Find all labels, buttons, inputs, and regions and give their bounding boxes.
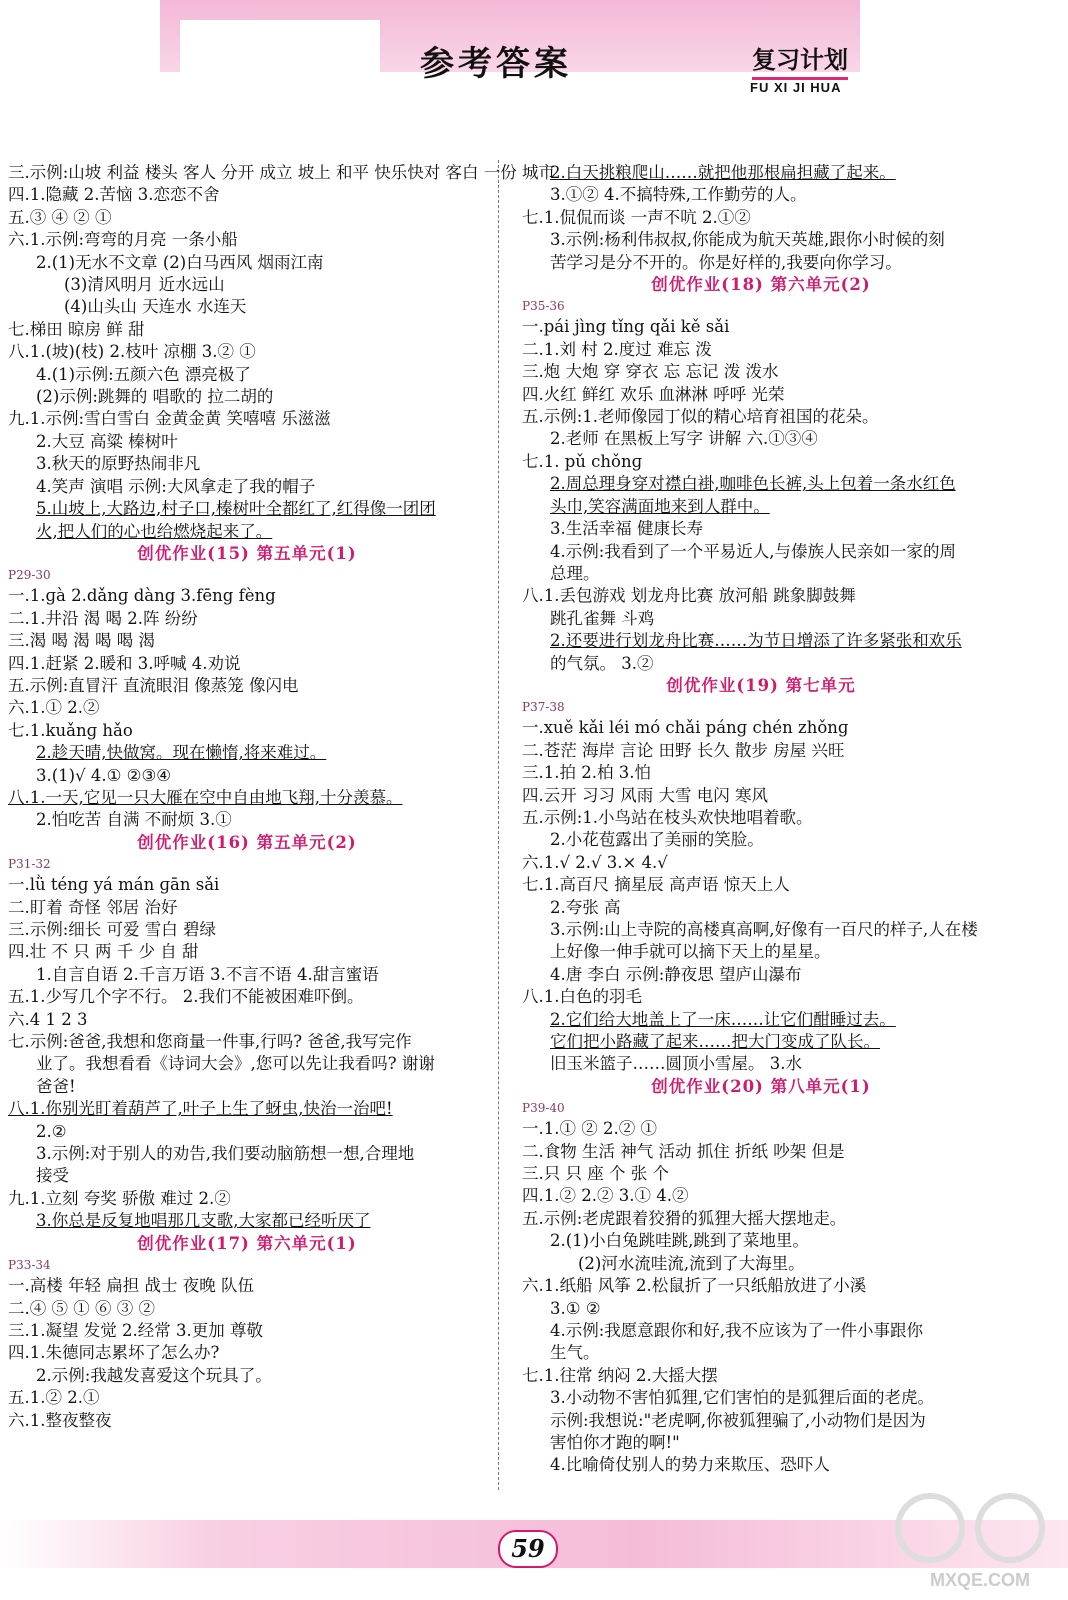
answer-line: 2.(1)无水不文章 (2)白马西风 烟雨江南	[36, 252, 324, 272]
answer-line: 2.周总理身穿对襟白褂,咖啡色长裤,头上包着一条水红色	[550, 474, 956, 494]
answer-line: 四.1.② 2.② 3.① 4.②	[522, 1186, 689, 1206]
answer-line: 2.示例:我越发喜爱这个玩具了。	[36, 1365, 272, 1385]
answer-line: (2)河水流哇流,流到了大海里。	[578, 1253, 805, 1273]
answer-line: 苦学习是分不开的。你是好样的,我要向你学习。	[550, 252, 902, 272]
answer-line: 火,把人们的心也给燃烧起来了。	[36, 521, 273, 541]
answer-column-right	[522, 162, 1000, 1477]
answer-line: 八.1.你别光盯着葫芦了,叶子上生了蚜虫,快治一治吧!	[8, 1099, 393, 1119]
answer-line: 五.示例:老虎跟着狡猾的狐狸大摇大摆地走。	[522, 1208, 847, 1228]
answer-line: 七.1.高百尺 摘星辰 高声语 惊天上人	[522, 875, 790, 895]
answer-line: 总理。	[550, 563, 600, 583]
page-range-label: P31-32	[8, 857, 51, 872]
answer-line: 五.1.少写几个字不行。 2.我们不能被困难吓倒。	[8, 987, 364, 1007]
answer-line: 四.火红 鲜红 欢乐 血淋淋 呼呼 光荣	[522, 384, 785, 404]
answer-line: 2.小花苞露出了美丽的笑脸。	[550, 830, 764, 850]
answer-line: 五.③ ④ ② ①	[8, 207, 112, 227]
answer-line: (3)清风明月 近水远山	[64, 275, 225, 295]
answer-line: 4.唐 李白 示例:静夜思 望庐山瀑布	[550, 964, 802, 984]
answer-line: 2.怕吃苦 自满 不耐烦 3.①	[36, 810, 232, 830]
page-range-label: P35-36	[522, 299, 565, 314]
answer-line: 接受	[36, 1166, 69, 1186]
answer-line: 一.1.ɡà 2.dǎnɡ dàng 3.fēng fèng	[8, 586, 276, 606]
answer-line: 三.只 只 座 个 张 个	[522, 1164, 669, 1184]
answer-line: 四.1.朱德同志累坏了怎么办?	[8, 1343, 220, 1363]
answer-line: 六.1.纸船 风筝 2.松鼠折了一只纸船放进了小溪	[522, 1276, 867, 1296]
answer-line: 上好像一伸手就可以摘下天上的星星。	[550, 942, 831, 962]
answer-line: 六.1.示例:弯弯的月亮 一条小船	[8, 230, 238, 250]
answer-line: 示例:我想说:"老虎啊,你被狐狸骗了,小动物们是因为	[550, 1410, 926, 1430]
answer-line: 的气氛。 3.②	[550, 653, 654, 673]
answer-line: 1.自言自语 2.千言万语 3.不言不语 4.甜言蜜语	[36, 964, 379, 984]
section-heading: 创优作业(17) 第六单元(1)	[137, 1233, 357, 1253]
answer-line: 三.示例:山坡 利益 楼头 客人 分开 成立 坡上 和平 快乐快对 客白 一份 城市	[8, 163, 555, 182]
answer-line: 它们把小路藏了起来……把大门变成了队长。	[550, 1032, 880, 1052]
answer-line: 2.(1)小白兔跳哇跳,跳到了菜地里。	[550, 1231, 809, 1251]
answer-line: 四.1.赶紧 2.暖和 3.呼喊 4.劝说	[8, 653, 241, 673]
answer-line: 八.1.丢包游戏 划龙舟比赛 放河船 跳象脚鼓舞	[522, 586, 856, 606]
answer-line: 三.炮 大炮 穿 穿衣 忘 忘记 泼 泼水	[522, 362, 779, 382]
page-range-label: P37-38	[522, 700, 565, 715]
answer-line: 三.示例:细长 可爱 雪白 碧绿	[8, 920, 217, 939]
answer-line: 头巾,笑容满面地来到人群中。	[550, 496, 770, 516]
answer-line: 四.壮 不 只 两 千 少 自 甜	[8, 942, 199, 962]
answer-line: 生气。	[550, 1343, 600, 1363]
answer-line: 旧玉米篮子……圆顶小雪屋。 3.水	[550, 1054, 802, 1074]
answer-line: 3.生活幸福 健康长寿	[550, 519, 703, 539]
page-title: 参考答案	[420, 44, 572, 84]
answer-line: 二.食物 生活 神气 活动 抓住 折纸 吵架 但是	[522, 1141, 845, 1161]
answer-line: 七.1.往常 纳闷 2.大摇大摆	[522, 1365, 718, 1385]
answer-line: 2.它们给大地盖上了一床……让它们酣睡过去。	[550, 1009, 896, 1029]
header-blank	[180, 20, 380, 72]
answer-line: 八.1.一天,它见一只大雁在空中自由地飞翔,十分羡慕。	[8, 787, 403, 807]
answer-line: (4)山头山 天连水 水连天	[64, 297, 247, 317]
brand-pinyin: FU XI JI HUA	[750, 80, 842, 95]
answer-line: 七.1.kuǎnɡ hǎo	[8, 720, 133, 740]
page-range-label: P39-40	[522, 1101, 565, 1116]
answer-line: 4.示例:我愿意跟你和好,我不应该为了一件小事跟你	[550, 1320, 924, 1340]
answer-line: 2.老师 在黑板上写字 讲解 六.①③④	[550, 429, 818, 449]
answer-line: 五.示例:1.老师像园丁似的精心培育祖国的花朵。	[522, 407, 879, 427]
answer-line: 四.云开 习习 风雨 大雪 电闪 寒风	[522, 785, 768, 805]
page-number: 59	[498, 1530, 558, 1568]
answer-line: 六.1.整夜整夜	[8, 1410, 112, 1430]
section-heading: 创优作业(16) 第五单元(2)	[137, 832, 357, 852]
answer-line: 七.梯田 晾房 鲜 甜	[8, 319, 145, 339]
answer-line: 5.山坡上,大路边,村子口,榛树叶全都红了,红得像一团团	[36, 499, 436, 519]
answer-line: 八.1.(坡)(枝) 2.枝叶 凉棚 3.② ①	[8, 342, 256, 362]
answer-line: 2.大豆 高粱 榛树叶	[36, 431, 178, 451]
answer-line: 3.示例:山上寺院的高楼真高啊,好像有一百尺的样子,人在楼	[550, 920, 978, 939]
answer-line: 五.示例:直冒汗 直流眼泪 像蒸笼 像闪电	[8, 675, 299, 695]
answer-line: 害怕你才跑的啊!"	[550, 1432, 680, 1452]
answer-line: 跳孔雀舞 斗鸡	[550, 608, 655, 628]
section-heading: 创优作业(20) 第八单元(1)	[651, 1076, 871, 1096]
answer-line: 七.示例:爸爸,我想和您商量一件事,行吗? 爸爸,我写完作	[8, 1032, 412, 1052]
answer-line: 六.1.① 2.②	[8, 698, 100, 718]
answer-line: 五.1.② 2.①	[8, 1388, 100, 1408]
answer-line: 一.1.① ② 2.② ①	[522, 1119, 657, 1139]
answer-line: 三.渴 喝 渴 喝 喝 渴	[8, 631, 155, 651]
answer-line: 3.示例:杨利伟叔叔,你能成为航天英雄,跟你小时候的刻	[550, 230, 945, 250]
answer-line: 一.lǜ ténɡ yá mán ɡān sǎi	[8, 875, 220, 895]
answer-line: 业了。我想看看《诗词大会》,您可以先让我看吗? 谢谢	[36, 1054, 435, 1074]
watermark-text: MXQE.COM	[930, 1570, 1031, 1590]
answer-line: 二.1.刘 村 2.度过 难忘 泼	[522, 339, 712, 359]
answer-line: 八.1.白色的羽毛	[522, 987, 642, 1007]
answer-line: 3.你总是反复地唱那几支歌,大家都已经听厌了	[36, 1211, 371, 1231]
page-range-label: P33-34	[8, 1258, 51, 1273]
page-range-label: P29-30	[8, 568, 51, 583]
answer-line: 六.4 1 2 3	[8, 1009, 88, 1029]
answer-line: 九.1.立刻 夸奖 骄傲 难过 2.②	[8, 1188, 231, 1208]
answer-line: 二.④ ⑤ ① ⑥ ③ ②	[8, 1298, 155, 1318]
section-heading: 创优作业(15) 第五单元(1)	[137, 543, 357, 563]
section-heading: 创优作业(18) 第六单元(2)	[651, 275, 871, 295]
answer-line: 3.① ②	[550, 1298, 601, 1318]
answer-line: 九.1.示例:雪白雪白 金黄金黄 笑嘻嘻 乐滋滋	[8, 409, 331, 429]
answer-line: 七.1.侃侃而谈 一声不吭 2.①②	[522, 207, 751, 227]
answer-line: 一.pái jìng tǐng qǎi kě sǎi	[522, 317, 730, 337]
answer-line: 五.示例:1.小鸟站在枝头欢快地唱着歌。	[522, 807, 813, 827]
answer-line: 2.趁天晴,快做窝。现在懒惰,将来难过。	[36, 743, 327, 763]
column-divider	[498, 160, 499, 1490]
answer-line: 一.高楼 年轻 扁担 战士 夜晚 队伍	[8, 1276, 254, 1296]
answer-line: 一.xuě kǎi léi mó chǎi pánɡ chén zhǒnɡ	[522, 718, 849, 738]
answer-line: 3.示例:对于别人的劝告,我们要动脑筋想一想,合理地	[36, 1144, 415, 1164]
answer-line: 3.小动物不害怕狐狸,它们害怕的是狐狸后面的老虎。	[550, 1388, 934, 1408]
answer-line: (2)示例:跳舞的 唱歌的 拉二胡的	[36, 387, 274, 407]
answer-line: 二.1.井沿 渴 喝 2.阵 纷纷	[8, 608, 198, 628]
answer-line: 3.(1)√ 4.① ②③④	[36, 765, 172, 785]
brand-title: 复习计划	[752, 40, 848, 80]
answer-line: 四.1.隐藏 2.苦恼 3.恋恋不舍	[8, 185, 220, 205]
answer-line: 4.(1)示例:五颜六色 漂亮极了	[36, 364, 251, 384]
answer-line: 3.秋天的原野热闹非凡	[36, 454, 201, 474]
section-heading: 创优作业(19) 第七单元	[666, 675, 856, 695]
answer-line: 三.1.凝望 发觉 2.经常 3.更加 尊敬	[8, 1320, 263, 1340]
answer-line: 二.苍茫 海岸 言论 田野 长久 散步 房屋 兴旺	[522, 740, 845, 760]
answer-line: 3.①② 4.不搞特殊,工作勤劳的人。	[550, 185, 807, 205]
answer-line: 2.还要进行划龙舟比赛……为节日增添了许多紧张和欢乐	[550, 631, 962, 651]
answer-line: 4.示例:我看到了一个平易近人,与傣族人民亲如一家的周	[550, 541, 957, 561]
answer-line: 七.1. pǔ chǒnɡ	[522, 451, 643, 471]
answer-line: 2.白天挑粮爬山……就把他那根扁担藏了起来。	[550, 163, 896, 182]
answer-line: 4.笑声 演唱 示例:大风拿走了我的帽子	[36, 476, 316, 496]
answer-line: 2.夸张 高	[550, 897, 621, 917]
answer-line: 2.②	[36, 1121, 67, 1141]
answer-line: 三.1.拍 2.柏 3.怕	[522, 763, 651, 783]
answer-line: 六.1.√ 2.√ 3.× 4.√	[522, 852, 668, 872]
answer-line: 二.盯着 奇怪 邻居 治好	[8, 897, 178, 917]
answer-line: 爸爸!	[36, 1076, 76, 1096]
answer-line: 4.比喻倚仗别人的势力来欺压、恐吓人	[550, 1455, 830, 1475]
